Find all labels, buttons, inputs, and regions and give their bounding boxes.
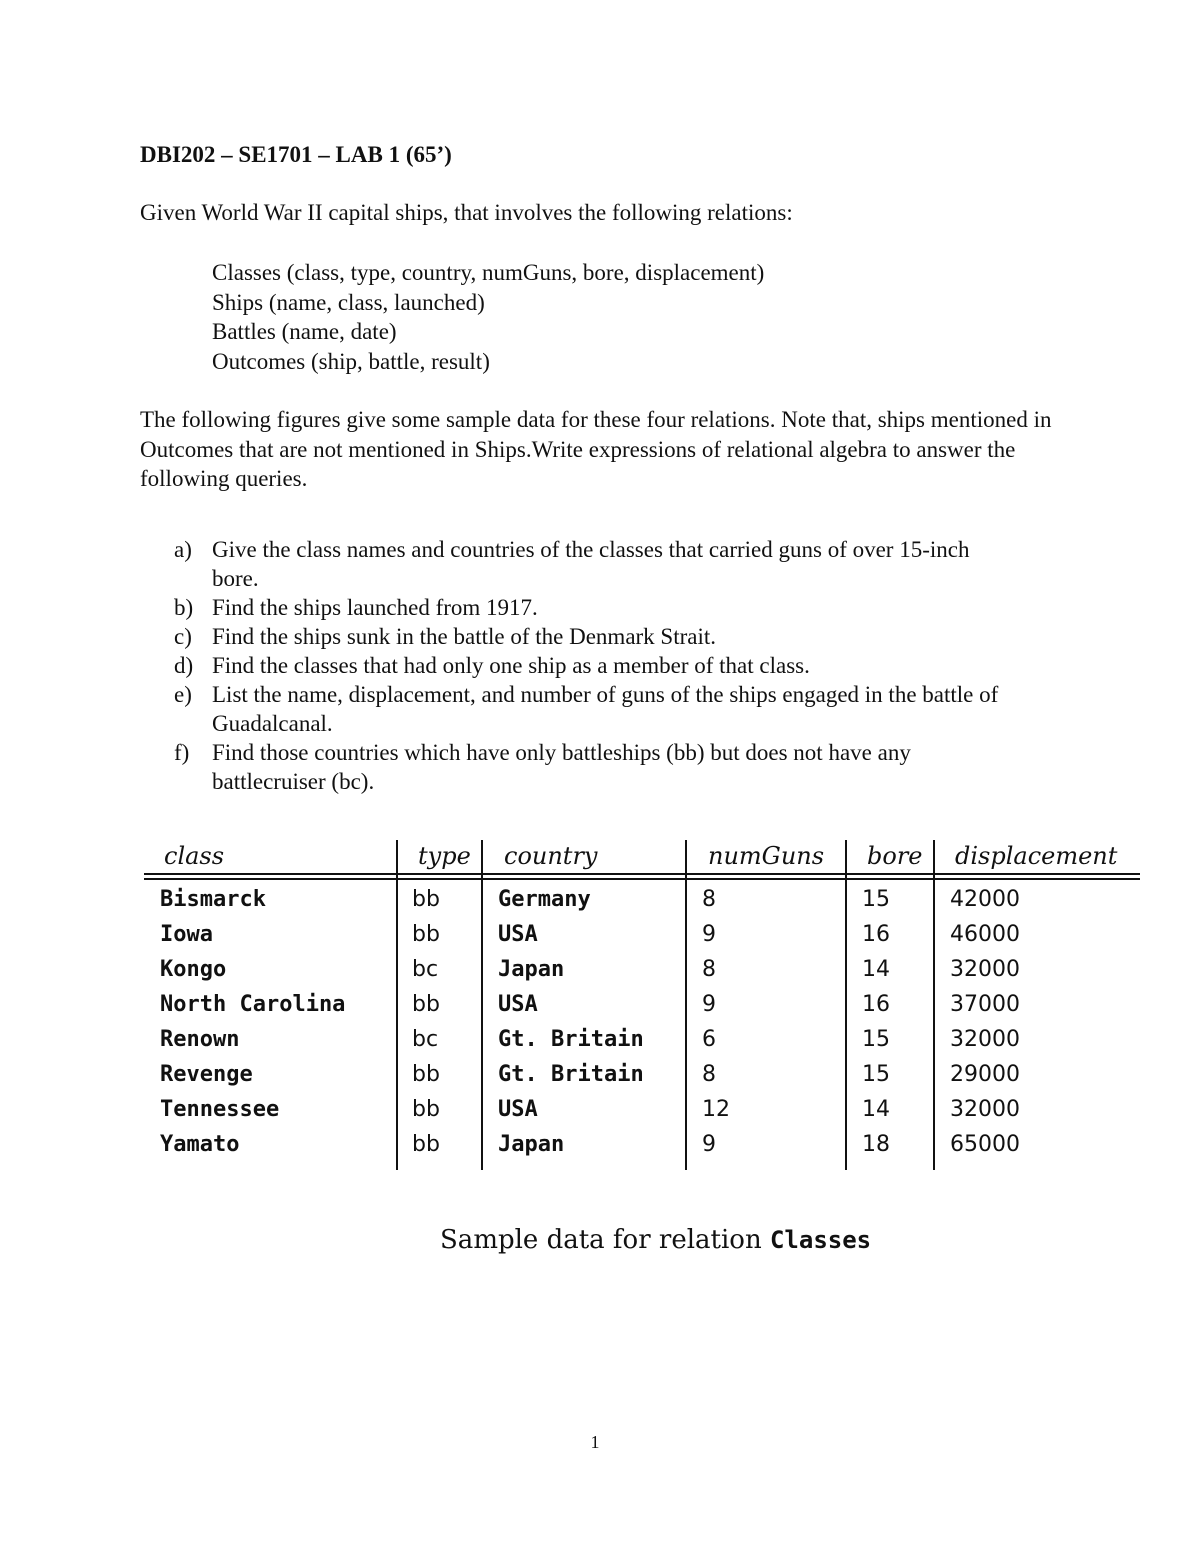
cell-country: Japan [498,1132,565,1157]
header-class: class [164,842,225,870]
cell-country: USA [498,922,538,947]
query-item [140,738,1020,796]
intro-text: Given World War II capital ships, that involves the following relations: [140,200,793,225]
query-item [140,593,1020,622]
header-rule-top [144,873,1140,875]
relation-battles: Battles (name, date) [212,319,397,344]
cell-numguns: 6 [702,1027,716,1052]
caption-text: Sample data for relation [440,1225,770,1255]
column-class [160,882,345,1162]
cell-bore: 15 [862,887,890,912]
cell-type: bb [412,1097,440,1122]
cell-type: bb [412,992,440,1017]
query-text: Find the ships sunk in the battle of the Denmark Strait. [212,624,717,649]
cell-country: Gt. Britain [498,1027,644,1052]
column-divider [396,840,398,1170]
cell-type: bb [412,887,440,912]
query-letter: e) [174,682,192,707]
header-type: type [418,842,471,870]
cell-country: Japan [498,957,565,982]
query-item [140,651,1020,680]
cell-class: Bismarck [160,887,266,912]
column-divider [845,840,847,1170]
query-letter: d) [174,653,194,678]
query-text: List the name, displacement, and number of guns of the ships engaged in the battle of Guadalcanal. [212,682,999,736]
relation-ships: Ships (name, class, launched) [212,289,485,315]
column-divider [481,840,483,1170]
page-title: DBI202 – SE1701 – LAB 1 (65’) [140,142,452,167]
column-country [498,882,644,1162]
cell-bore: 14 [862,1097,890,1122]
column-type [412,882,440,1162]
cell-class: Renown [160,1027,240,1052]
cell-displacement: 32000 [950,957,1020,982]
cell-numguns: 9 [702,922,716,947]
classes-table [140,838,1140,1178]
query-text: Give the class names and countries of the classes that carried guns of over 15-inch bore. [212,537,970,591]
header-rule-bottom [144,878,1140,880]
cell-class: Yamato [160,1132,240,1157]
cell-class: Revenge [160,1062,253,1087]
query-letter: a) [174,537,192,562]
cell-type: bb [412,922,440,947]
cell-numguns: 8 [702,957,716,982]
query-letter: c) [174,624,192,649]
cell-type: bc [412,957,439,982]
cell-type: bb [412,1132,440,1157]
query-item [140,622,1020,651]
column-displacement [950,882,1020,1162]
relation-classes: Classes (class, type, country, numGuns, bore, displacement) [212,260,765,285]
instructions-paragraph: The following figures give some sample data for these four relations. Note that, ships mentioned in Outcomes that are not mentioned in Ships.Write expressions of relational algebra to answer the following queries. [140,407,1052,491]
cell-numguns: 12 [702,1097,730,1122]
query-list [140,535,1020,796]
cell-class: North Carolina [160,992,346,1017]
query-text: Find those countries which have only battleships (bb) but does not have any battlecruiser (bc). [212,740,911,794]
table-caption [440,1225,871,1255]
cell-bore: 14 [862,957,890,982]
column-divider [933,840,935,1170]
cell-country: USA [498,992,538,1017]
cell-type: bb [412,1062,440,1087]
cell-displacement: 32000 [950,1097,1020,1122]
page-number: 1 [590,1432,600,1452]
header-numguns: numGuns [708,842,825,870]
cell-class: Iowa [160,922,213,947]
header-bore: bore [867,842,923,870]
cell-numguns: 8 [702,1062,716,1087]
cell-displacement: 65000 [950,1132,1020,1157]
cell-bore: 15 [862,1062,890,1087]
cell-bore: 16 [862,922,890,947]
cell-displacement: 32000 [950,1027,1020,1052]
column-divider [685,840,687,1170]
relation-outcomes: Outcomes (ship, battle, result) [212,348,490,374]
query-item [140,680,1020,738]
cell-numguns: 8 [702,887,716,912]
relations-list [212,258,764,376]
column-numguns [702,882,730,1162]
cell-country: Germany [498,887,591,912]
cell-type: bc [412,1027,439,1052]
cell-bore: 18 [862,1132,890,1157]
cell-displacement: 42000 [950,887,1020,912]
column-bore [862,882,890,1162]
query-text: Find the classes that had only one ship as a member of that class. [212,653,810,678]
cell-class: Kongo [160,957,227,982]
cell-numguns: 9 [702,1132,716,1157]
cell-country: Gt. Britain [498,1062,644,1087]
header-country: country [504,842,598,870]
query-item [140,535,1020,593]
header-displacement: displacement [955,842,1118,870]
cell-displacement: 37000 [950,992,1020,1017]
cell-class: Tennessee [160,1097,280,1122]
cell-displacement: 46000 [950,922,1020,947]
cell-numguns: 9 [702,992,716,1017]
cell-displacement: 29000 [950,1062,1020,1087]
cell-country: USA [498,1097,538,1122]
caption-relation-name: Classes [769,1226,872,1254]
query-text: Find the ships launched from 1917. [212,595,538,620]
cell-bore: 15 [862,1027,890,1052]
query-letter: b) [174,595,194,620]
cell-bore: 16 [862,992,890,1017]
query-letter: f) [174,740,190,765]
